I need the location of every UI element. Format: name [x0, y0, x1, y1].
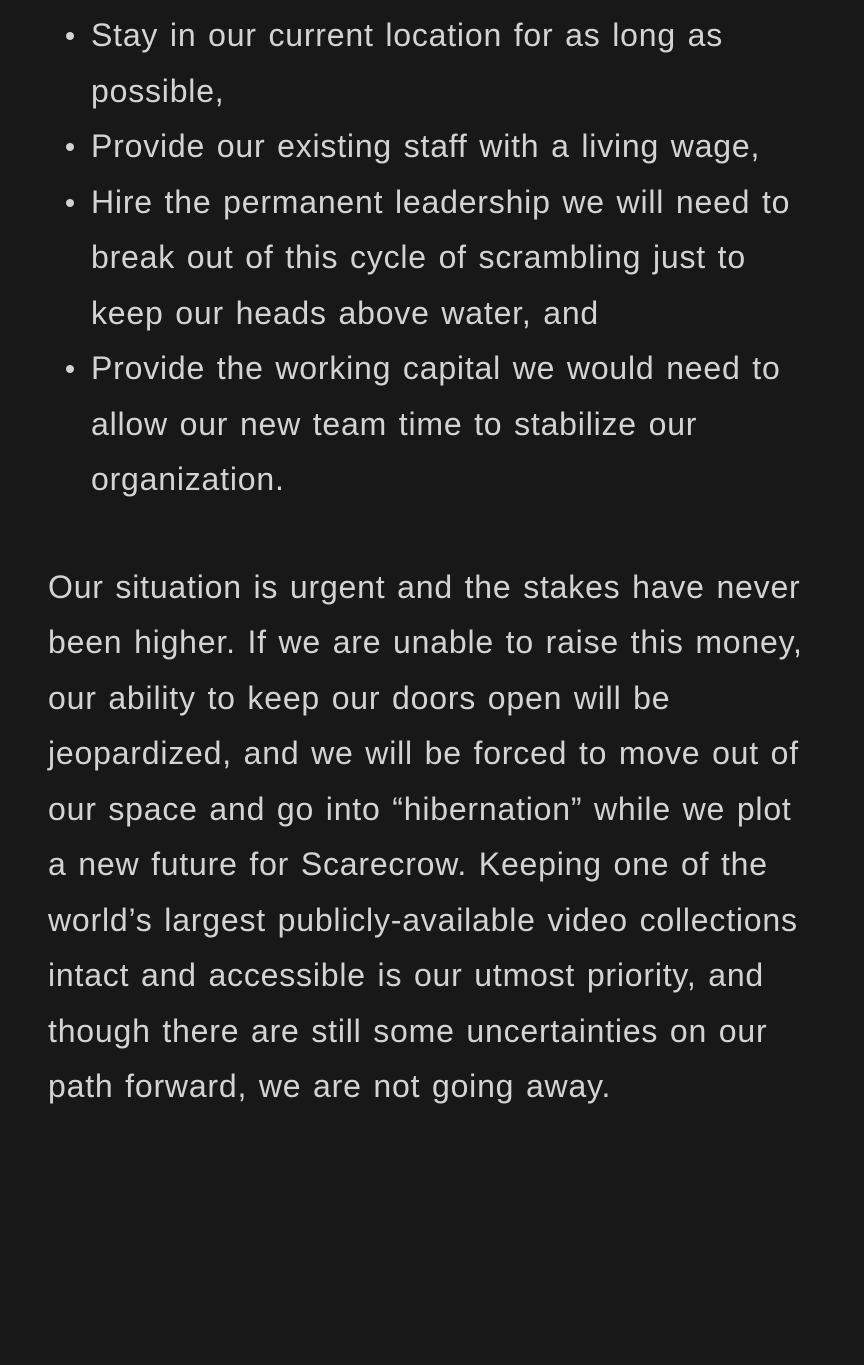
bullet-cell: [48, 341, 91, 373]
list-item-text: Provide the working capital we would need to allow our new team time to stabilize our organization.: [91, 350, 781, 497]
bullet-icon: [66, 32, 74, 40]
bullet-icon: [66, 143, 74, 151]
list-item-text: Provide our existing staff with a living wage,: [91, 128, 761, 164]
list-item: [48, 119, 816, 175]
bullet-cell: [48, 119, 91, 151]
list-item: [48, 175, 816, 342]
bullet-icon: [66, 199, 74, 207]
list-item-text: Hire the permanent leadership we will need to break out of this cycle of scrambling just to keep our heads above water, and: [91, 183, 791, 331]
bullet-cell: [48, 175, 91, 207]
list-item: [48, 341, 816, 508]
goals-list: [48, 8, 816, 508]
list-item-text: Stay in our current location for as long as possible,: [91, 17, 724, 109]
list-item: [48, 8, 816, 119]
bullet-cell: [48, 8, 91, 40]
bullet-icon: [66, 365, 74, 373]
body-paragraph: Our situation is urgent and the stakes have never been higher. If we are unable to raise this money, our ability to keep our doors open will be jeopardized, and we will be forced to move out of our space and go into “hibernation” while we plot a new future for Scarecrow. Keeping one of the world’s largest publicly-available video collections intact and accessible is our utmost priority, and though there are still some uncertainties on our path forward, we are not going away.: [48, 568, 803, 1104]
